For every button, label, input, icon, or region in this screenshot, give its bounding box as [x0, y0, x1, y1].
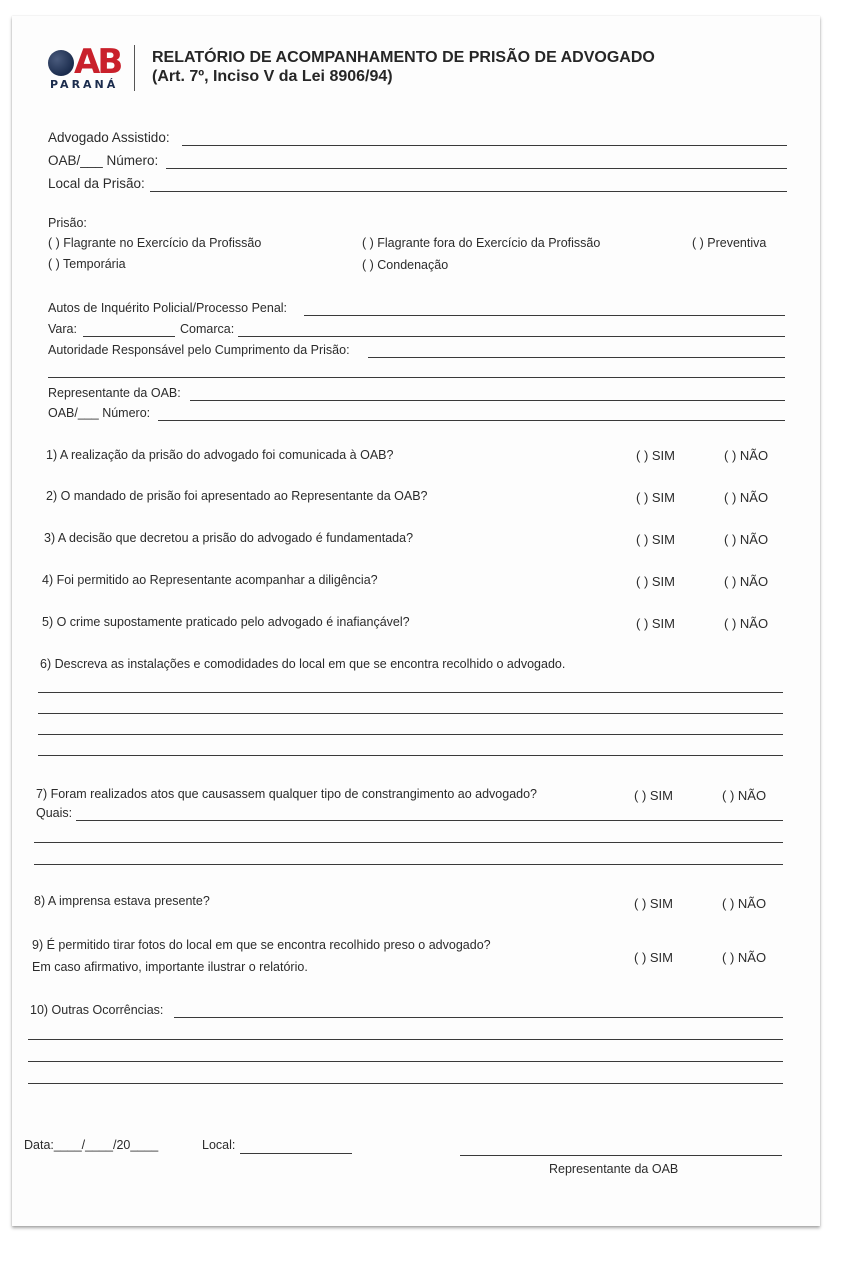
- q6-answer-line-3[interactable]: [38, 734, 783, 735]
- q4-nao-option[interactable]: ( ) NÃO: [724, 574, 769, 589]
- option-preventiva[interactable]: ( ) Preventiva: [692, 236, 767, 250]
- representante-label: Representante da OAB:: [48, 386, 181, 400]
- representante-field[interactable]: [190, 400, 785, 401]
- question-7: 7) Foram realizados atos que causassem qualquer tipo de constrangimento ao advogado?: [36, 787, 538, 801]
- advogado-label: Advogado Assistido:: [48, 130, 170, 145]
- question-2: 2) O mandado de prisão foi apresentado ao Representante da OAB?: [46, 489, 428, 503]
- q7-quais-field[interactable]: [76, 820, 783, 821]
- question-3: 3) A decisão que decretou a prisão do advogado é fundamentada?: [44, 531, 414, 545]
- q5-nao-option[interactable]: ( ) NÃO: [724, 616, 769, 631]
- q8-nao-option[interactable]: ( ) NÃO: [722, 896, 767, 911]
- q5-sim-option[interactable]: ( ) SIM: [636, 616, 675, 631]
- vara-label: Vara:: [48, 322, 77, 336]
- oab-numero-label: OAB/___ Número:: [48, 153, 159, 168]
- q1-sim-option[interactable]: ( ) SIM: [636, 448, 675, 463]
- option-temporaria[interactable]: ( ) Temporária: [48, 257, 126, 271]
- q7-quais-label: Quais:: [36, 806, 73, 820]
- question-9: 9) É permitido tirar fotos do local em que se encontra recolhido preso o advogado?: [32, 938, 491, 952]
- q3-sim-option[interactable]: ( ) SIM: [636, 532, 675, 547]
- oab-logo: AB PARANÁ: [50, 42, 121, 91]
- q7-sim-option[interactable]: ( ) SIM: [634, 788, 673, 803]
- q9-nao-option[interactable]: ( ) NÃO: [722, 950, 767, 965]
- q10-answer-line-3[interactable]: [28, 1061, 783, 1062]
- q10-answer-line-2[interactable]: [28, 1039, 783, 1040]
- footer-local-field[interactable]: [240, 1153, 352, 1154]
- question-1: 1) A realização da prisão do advogado foi comunicada à OAB?: [46, 448, 394, 462]
- representante-oab-label: OAB/___ Número:: [48, 406, 151, 420]
- question-8: 8) A imprensa estava presente?: [34, 894, 210, 908]
- q10-answer-line-4[interactable]: [28, 1083, 783, 1084]
- prisao-label: Prisão:: [48, 216, 87, 230]
- q4-sim-option[interactable]: ( ) SIM: [636, 574, 675, 589]
- logo-subtitle: PARANÁ: [50, 78, 119, 91]
- comarca-label: Comarca:: [180, 322, 235, 336]
- autoridade-label: Autoridade Responsável pelo Cumprimento da Prisão:: [48, 343, 350, 357]
- autoridade-field[interactable]: [368, 357, 785, 358]
- signature-label: Representante da OAB: [549, 1162, 679, 1176]
- q8-sim-option[interactable]: ( ) SIM: [634, 896, 673, 911]
- question-6: 6) Descreva as instalações e comodidades do local em que se encontra recolhido o advogado.: [40, 657, 566, 671]
- q7-nao-option[interactable]: ( ) NÃO: [722, 788, 767, 803]
- q7-answer-line-3[interactable]: [34, 864, 783, 865]
- q6-answer-line-1[interactable]: [38, 692, 783, 693]
- q6-answer-line-2[interactable]: [38, 713, 783, 714]
- question-10: 10) Outras Ocorrências:: [30, 1003, 164, 1017]
- question-5: 5) O crime supostamente praticado pelo advogado é inafiançável?: [42, 615, 410, 629]
- logo-globe-icon: [48, 50, 74, 76]
- q9-sim-option[interactable]: ( ) SIM: [634, 950, 673, 965]
- q6-answer-line-4[interactable]: [38, 755, 783, 756]
- vara-field[interactable]: [83, 336, 175, 337]
- question-9-note: Em caso afirmativo, importante ilustrar o relatório.: [32, 960, 308, 974]
- q2-nao-option[interactable]: ( ) NÃO: [724, 490, 769, 505]
- local-prisao-field[interactable]: [150, 191, 787, 192]
- q2-sim-option[interactable]: ( ) SIM: [636, 490, 675, 505]
- date-field[interactable]: Data:____/____/20____: [24, 1138, 159, 1152]
- q10-field[interactable]: [174, 1017, 783, 1018]
- representante-oab-field[interactable]: [158, 420, 785, 421]
- autos-field[interactable]: [304, 315, 785, 316]
- local-prisao-label: Local da Prisão:: [48, 176, 145, 191]
- option-condenacao[interactable]: ( ) Condenação: [362, 258, 449, 272]
- option-flagrante-exercicio[interactable]: ( ) Flagrante no Exercício da Profissão: [48, 236, 262, 250]
- advogado-field[interactable]: [182, 145, 787, 146]
- q3-nao-option[interactable]: ( ) NÃO: [724, 532, 769, 547]
- q7-answer-line-2[interactable]: [34, 842, 783, 843]
- option-flagrante-fora[interactable]: ( ) Flagrante fora do Exercício da Profissão: [362, 236, 601, 250]
- q1-nao-option[interactable]: ( ) NÃO: [724, 448, 769, 463]
- footer-local-label: Local:: [202, 1138, 236, 1152]
- autos-label: Autos de Inquérito Policial/Processo Penal:: [48, 301, 288, 315]
- comarca-field[interactable]: [238, 336, 785, 337]
- page-title: RELATÓRIO DE ACOMPANHAMENTO DE PRISÃO DE ADVOGADO (Art. 7º, Inciso V da Lei 8906/94): [152, 49, 655, 85]
- oab-numero-field[interactable]: [166, 168, 787, 169]
- question-4: 4) Foi permitido ao Representante acompanhar a diligência?: [42, 573, 378, 587]
- signature-line[interactable]: [460, 1155, 782, 1156]
- autoridade-field-continuation[interactable]: [48, 377, 785, 378]
- header-divider: [134, 45, 135, 91]
